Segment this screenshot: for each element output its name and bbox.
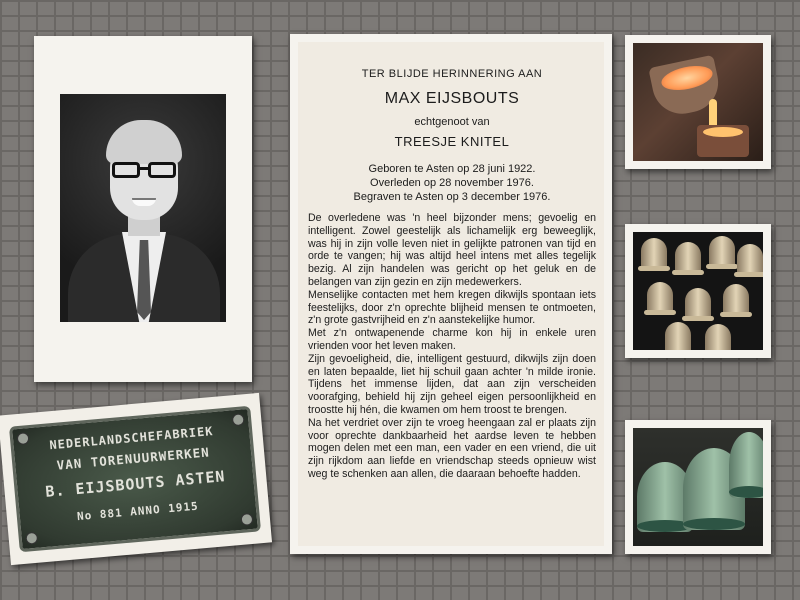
bell-icon	[705, 324, 731, 350]
obituary-heading: TER BLIJDE HERINNERING AAN	[361, 68, 543, 80]
obituary-relation: echtgenoot van	[414, 116, 490, 128]
obituary-spouse: TREESJE KNITEL	[394, 134, 510, 149]
obituary-card	[290, 34, 612, 554]
bell-icon	[647, 282, 673, 312]
foundry-photo	[625, 35, 771, 169]
bell-icon	[709, 236, 735, 266]
obituary-dates	[308, 162, 596, 204]
died-line: Overleden op 28 november 1976.	[370, 177, 534, 189]
hair	[106, 120, 182, 164]
plaque-line: No 881 ANNO 1915	[76, 499, 200, 524]
obituary-body	[308, 212, 596, 481]
glasses-icon	[110, 162, 178, 180]
bell-icon	[675, 242, 701, 272]
plaque-card	[0, 393, 272, 565]
born-line: Geboren te Asten op 28 juni 1922.	[368, 163, 536, 175]
plaque-line: B. EIJSBOUTS ASTEN	[44, 467, 227, 501]
bell-icon	[729, 432, 763, 498]
obituary-name: MAX EIJSBOUTS	[384, 90, 520, 107]
obituary-paragraph: Na het verdriet over zijn te vroeg heengaan zal er plaats zijn voor oprechte dankbaarheid het aardse leven te hebben mogen delen met een man, een vader en een vriend, die uit zijn rijkdom aan liefde en vriendschap steeds opnieuw wist weg te schenken aan allen, die daaraan behoefte hadden.	[308, 416, 596, 480]
bells-photo	[625, 224, 771, 358]
portrait-photo	[60, 94, 226, 322]
obituary-paragraph: Met z'n ontwapenende charme kon hij in enkele uren vrienden voor het leven maken.	[308, 327, 596, 352]
nameplate	[9, 406, 261, 553]
bell-icon	[665, 322, 691, 350]
obituary-paragraph: Menselijke contacten met hem kregen dikwijls spontaan iets feestelijks, door z'n oprechte blijheid mensen te ontmoeten, z'n grote gastvrijheid en z'n aanstekelijke humor.	[308, 288, 596, 327]
bell-icon	[641, 238, 667, 268]
bell-icon	[723, 284, 749, 314]
buried-line: Begraven te Asten op 3 december 1976.	[353, 191, 551, 203]
obituary-paragraph: De overledene was 'n heel bijzonder mens; gevoelig en intelligent. Zowel geestelijk als lichamelijk erg beweeglijk, was hij in zijn volle leven niet in gelijkte patronen van tijd en orde te vangen; hij was altijd heel intens met alles tegelijk bezig. Al zijn handelen was gericht op het geluk en de belangen van zijn gezin en zijn medewerkers.	[308, 212, 596, 288]
portrait-card	[34, 36, 252, 382]
plaque-line: NEDERLANDSCHEFABRIEK	[48, 424, 214, 453]
bell-icon	[737, 244, 763, 274]
bell-icon	[685, 288, 711, 318]
obituary-paragraph: Zijn gevoeligheid, die, intelligent gestuurd, dikwijls zijn doen en laten bepaalde, liet hij schuil gaan achter 'n milde ironie. Tijdens het immense lijden, dat aan zijn verscheiden voorafging, behield hij zijn geheel eigen persoonlijkheid en troostte hij hén, die kwamen om hem troost te brengen.	[308, 352, 596, 416]
green-bells-photo	[625, 420, 771, 554]
plaque-line: VAN TORENUURWERKEN	[56, 444, 211, 473]
bell-mold	[697, 125, 749, 157]
